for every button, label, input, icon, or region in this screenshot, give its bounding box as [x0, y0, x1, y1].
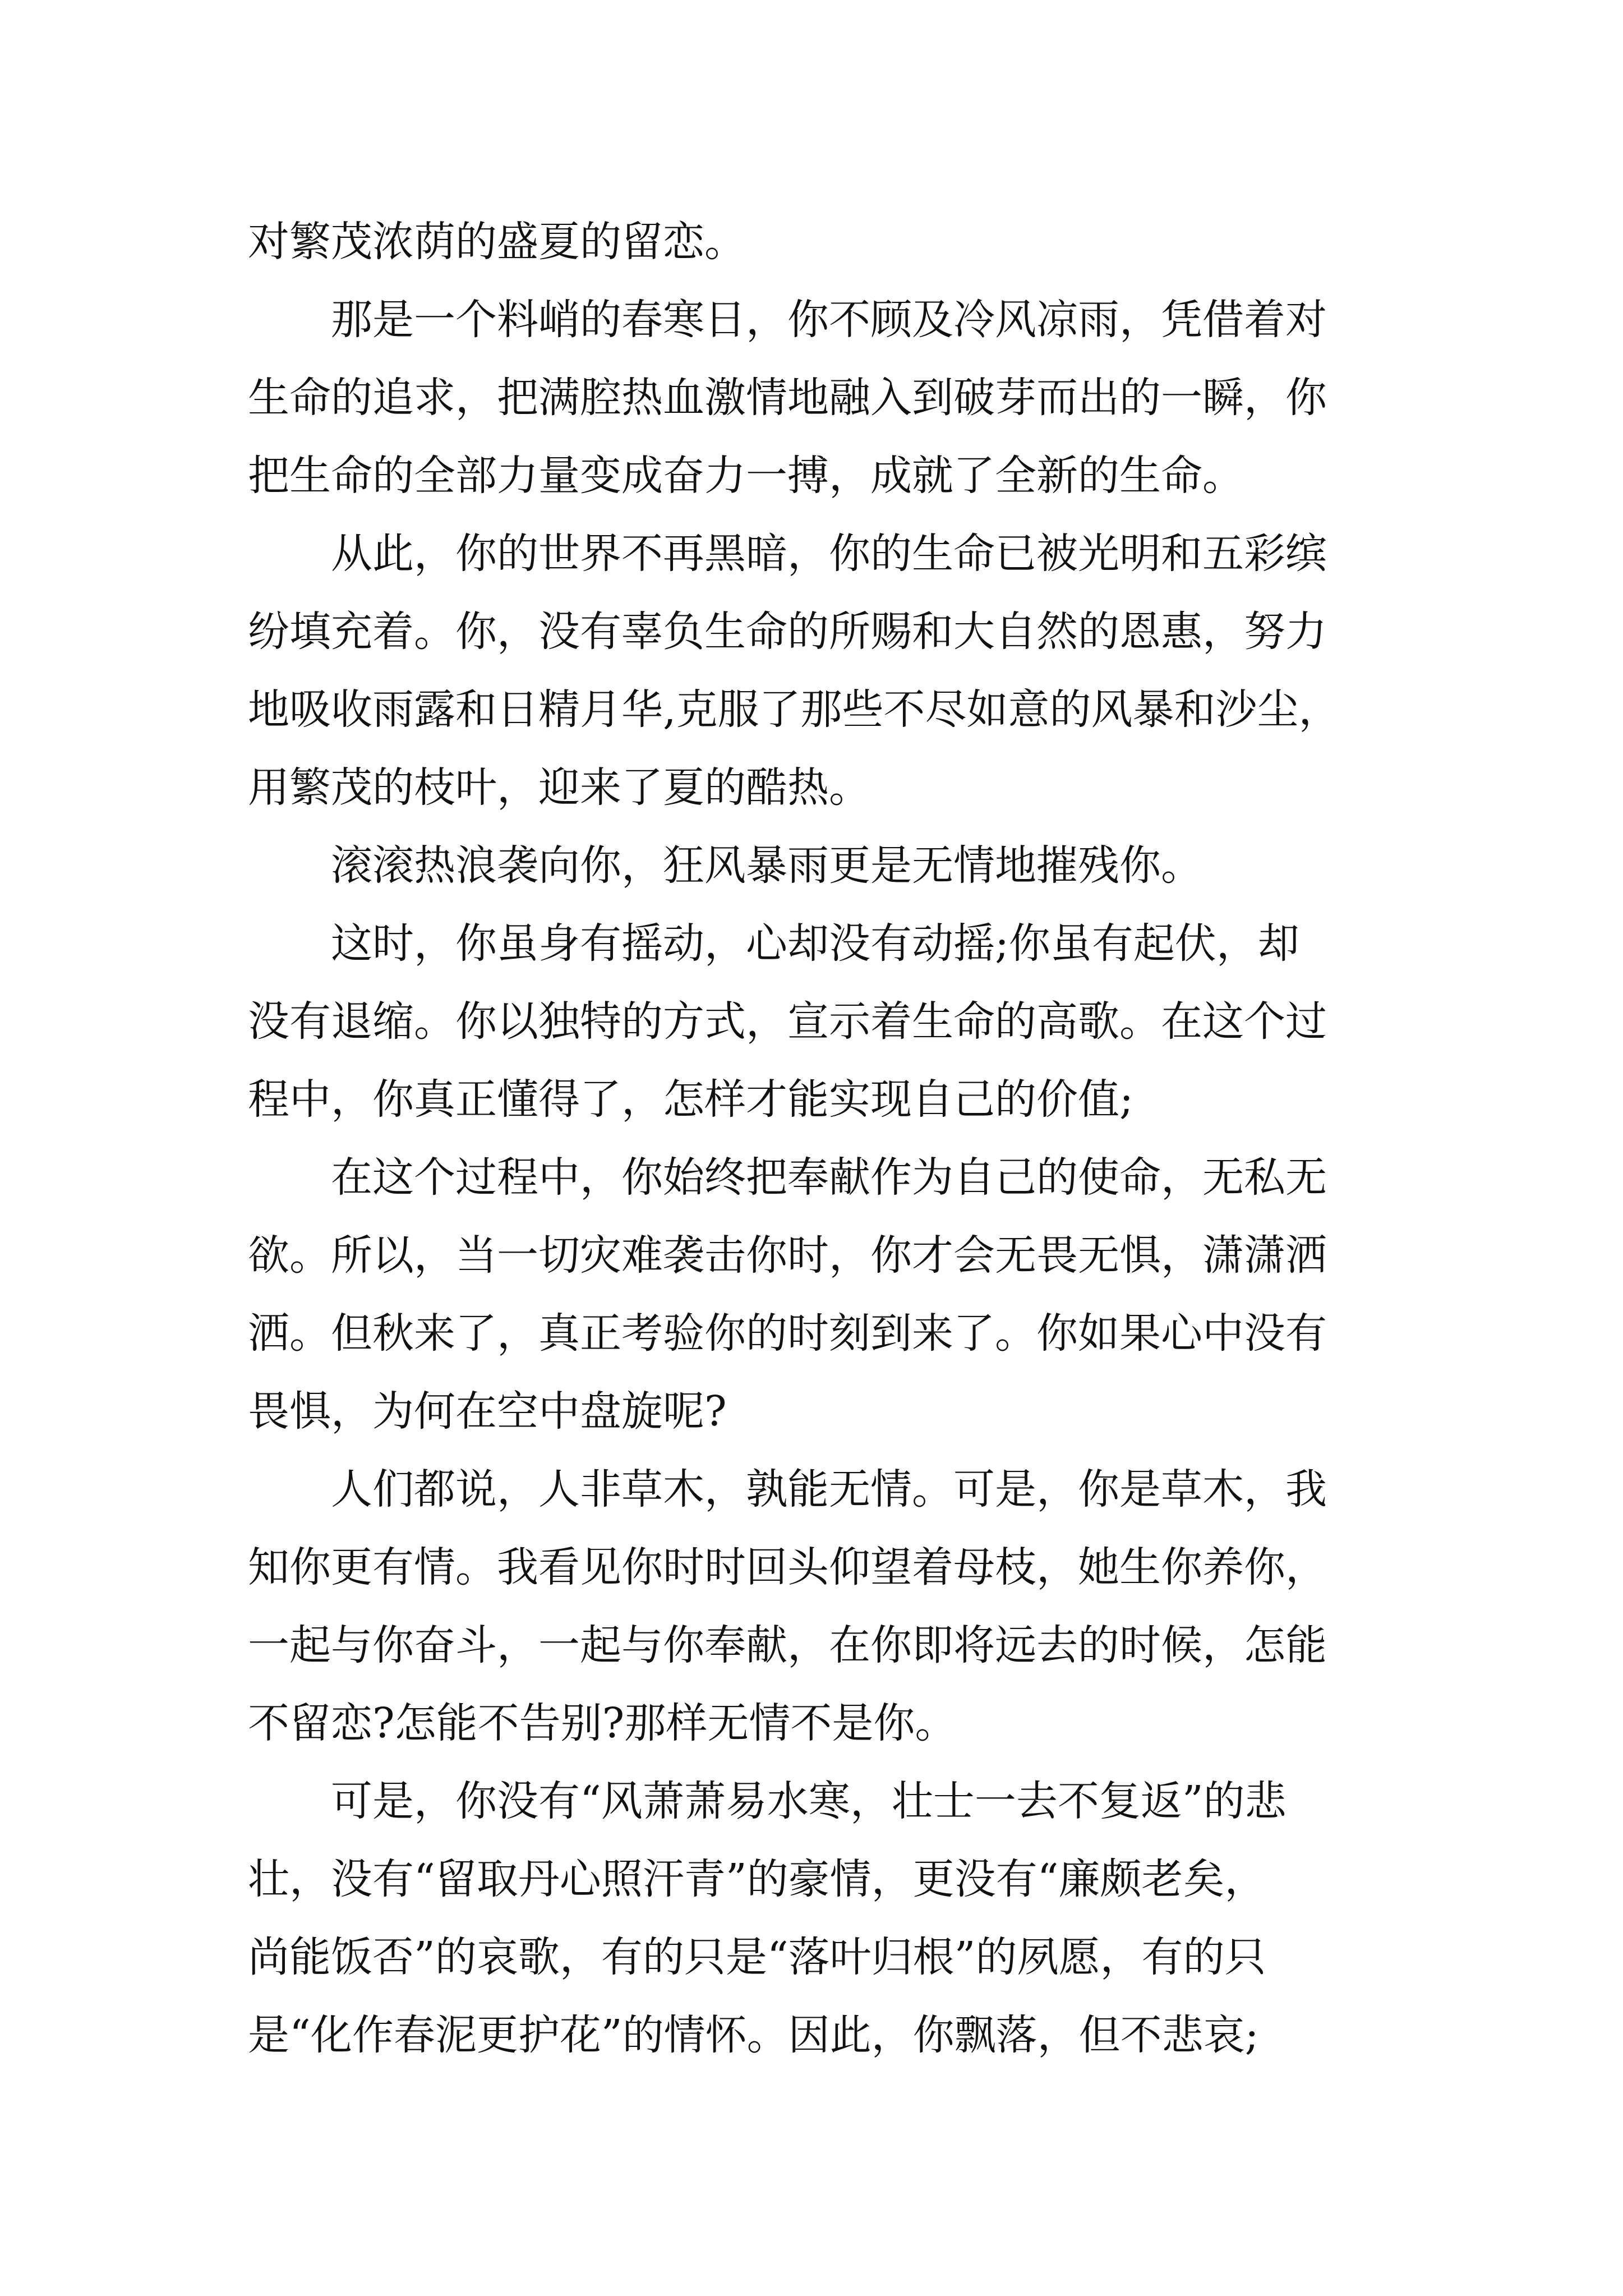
- text-line: 知你更有情。我看见你时时回头仰望着母枝，她生你养你，: [248, 1543, 1327, 1591]
- text-line: 壮，没有“留取丹心照汗青”的豪情，更没有“廉颇老矣，: [248, 1855, 1266, 1903]
- text-line: 可是，你没有“风萧萧易水寒，壮士一去不复返”的悲: [248, 1777, 1287, 1825]
- text-line: 畏惧，为何在空中盘旋呢?: [248, 1387, 727, 1435]
- text-line: 不留恋?怎能不告别?那样无情不是你。: [248, 1699, 957, 1747]
- text-line: 人们都说，人非草木，孰能无情。可是，你是草木，我: [248, 1465, 1327, 1513]
- text-line: 没有退缩。你以独特的方式，宣示着生命的高歌。在这个过: [248, 997, 1327, 1046]
- text-line: 纷填充着。你，没有辜负生命的所赐和大自然的恩惠，努力: [248, 608, 1327, 656]
- text-line: 这时，你虽身有摇动，心却没有动摇;你虽有起伏，却: [248, 919, 1299, 968]
- text-line: 一起与你奋斗，一起与你奉献，在你即将远去的时候，怎能: [248, 1621, 1327, 1669]
- text-line: 用繁茂的枝叶，迎来了夏的酷热。: [248, 763, 870, 812]
- text-line: 生命的追求，把满腔热血激情地融入到破芽而出的一瞬，你: [248, 374, 1327, 422]
- text-line: 程中，你真正懂得了，怎样才能实现自己的价值;: [248, 1075, 1133, 1124]
- text-line: 是“化作春泥更护花”的情怀。因此，你飘落，但不悲哀;: [248, 2011, 1259, 2059]
- text-line: 把生命的全部力量变成奋力一搏，成就了全新的生命。: [248, 452, 1244, 500]
- text-line: 尚能饭否”的哀歌，有的只是“落叶归根”的夙愿，有的只: [248, 1933, 1266, 1981]
- text-line: 地吸收雨露和日精月华,克服了那些不尽如意的风暴和沙尘，: [248, 685, 1340, 734]
- text-line: 从此，你的世界不再黑暗，你的生命已被光明和五彩缤: [248, 530, 1327, 578]
- text-line: 那是一个料峭的春寒日，你不顾及冷风凉雨，凭借着对: [248, 296, 1327, 344]
- text-line: 对繁茂浓荫的盛夏的留恋。: [248, 218, 746, 266]
- text-line: 欲。所以，当一切灾难袭击你时，你才会无畏无惧，潇潇洒: [248, 1231, 1327, 1280]
- body-text: [248, 203, 1384, 2074]
- text-line: 在这个过程中，你始终把奉献作为自己的使命，无私无: [248, 1153, 1327, 1202]
- text-line: 滚滚热浪袭向你，狂风暴雨更是无情地摧残你。: [248, 841, 1202, 890]
- text-line: 洒。但秋来了，真正考验你的时刻到来了。你如果心中没有: [248, 1309, 1327, 1358]
